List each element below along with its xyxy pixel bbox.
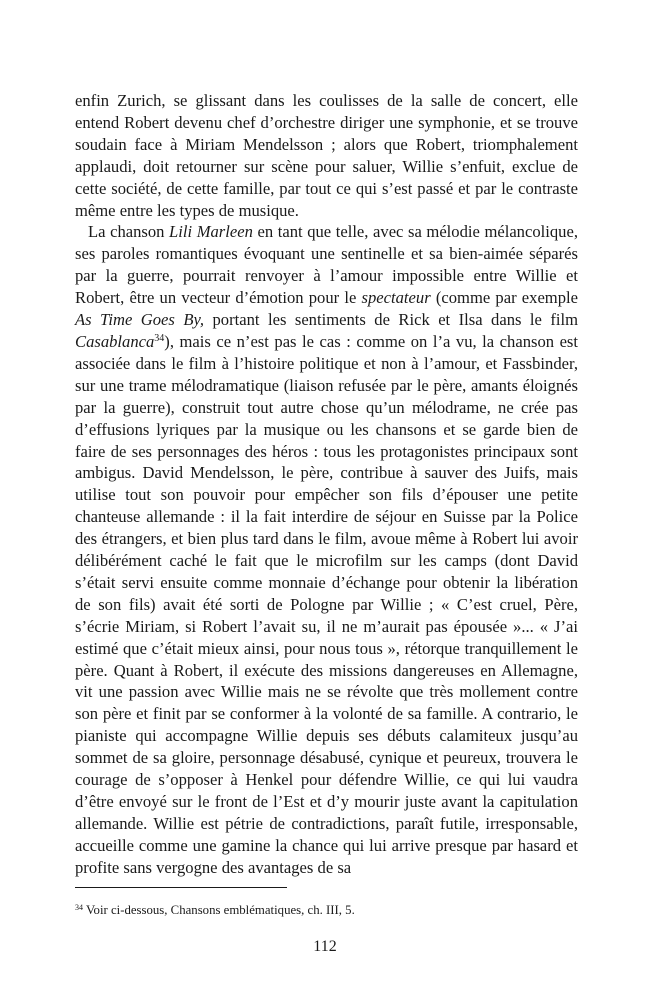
emphasis-spectateur: spectateur: [361, 288, 431, 308]
body-text: [75, 90, 578, 879]
text-run: La chanson: [88, 222, 170, 242]
song-title-lili-marleen: Lili Marleen: [169, 222, 253, 242]
song-title-as-time-goes-by: As Time Goes By,: [75, 310, 205, 330]
text-run: ), mais ce n’est pas le cas : comme on l’a vu, la chanson est associée dans le film à l’histoire politique et non à l’amour, et Fassbinder, sur une trame mélodramatique (liaison refusée par le père, amants éloignés par la guerre), construit tout autre chose qu’un mélodrame, ne crée pas d’effusions lyriques par la musique ou les chansons et se garde bien de faire de ses personnages des héros : tous les protagonistes principaux sont ambigus. David Mendelsson, le père, contribue à sauver des Juifs, mais utilise tout son pouvoir pour empêcher son fils d’épouser une petite chanteuse allemande : il la fait interdire de séjour en Suisse par la Police des étrangers, et bien plus tard dans le film, avoue même à Robert lui avoir délibérément caché le fait que le microfilm sur les camps (dont David s’était servi ensuite comme monnaie d’échange pour obtenir la libération de son fils) avait été sorti de Pologne par Willie ; « C’est cruel, Père, s’écrie Miriam, si Robert l’avait su, il ne m’aurait pas épousée »... « J’ai estimé que c’était mieux ainsi, pour nous tous », rétorque tranquillement le père. Quant à Robert, il exécute des missions dangereuses en Allemagne, vit une passion avec Willie mais ne se révolte que très mollement contre son père et finit par se conformer à la volonté de sa famille. A contrario, le pianiste qui accompagne Willie depuis ses débuts calamiteux jusqu’au sommet de sa gloire, personnage désabusé, cynique et peureux, trouvera le courage de s’opposer à Henkel pour défendre Willie, ce qui lui vaudra d’être envoyé sur le front de l’Est et d’y mourir juste avant la capitulation allemande. Willie est pétrie de contradictions, paraît futile, irresponsable, accueille comme une gamine la chance qui lui arrive presque par hasard et profite sans vergogne des avantages de sa: [75, 331, 578, 877]
footnote-text: Voir ci-dessous, Chansons emblématiques, ch. III, 5.: [83, 903, 355, 917]
text-run: (comme par exemple: [430, 288, 578, 308]
footnote-reference[interactable]: 34: [154, 332, 165, 344]
page-number: 112: [313, 938, 337, 955]
text-run: portant les sentiments de Rick et Ilsa dans le film: [204, 310, 578, 330]
paragraph-1: enfin Zurich, se glissant dans les coulisses de la salle de concert, elle entend Robert devenu chef d’orchestre diriger une symphonie, et se trouve soudain face à Miriam Mendelsson ; alors que Robert, triomphalement applaudi, doit retourner sur scène pour saluer, Willie s’enfuit, exclue de cette société, de cette famille, par tout ce qui s’est passé et par le contraste même entre les types de musique.: [75, 91, 578, 220]
footnote: [75, 902, 578, 918]
footnote-separator: [75, 887, 287, 888]
film-title-casablanca: Casablanca: [75, 331, 155, 351]
text-run: en tant que telle, avec sa mélodie mélancolique, ses paroles romantiques évoquant une sentinelle et sa bien-aimée séparés par la guerre, pourrait renvoyer à l’amour impossible entre Willie et Robert, être un vecteur d’émotion pour le: [75, 222, 578, 308]
footnote-number: 34: [75, 903, 83, 912]
paragraph-2: [75, 221, 578, 878]
